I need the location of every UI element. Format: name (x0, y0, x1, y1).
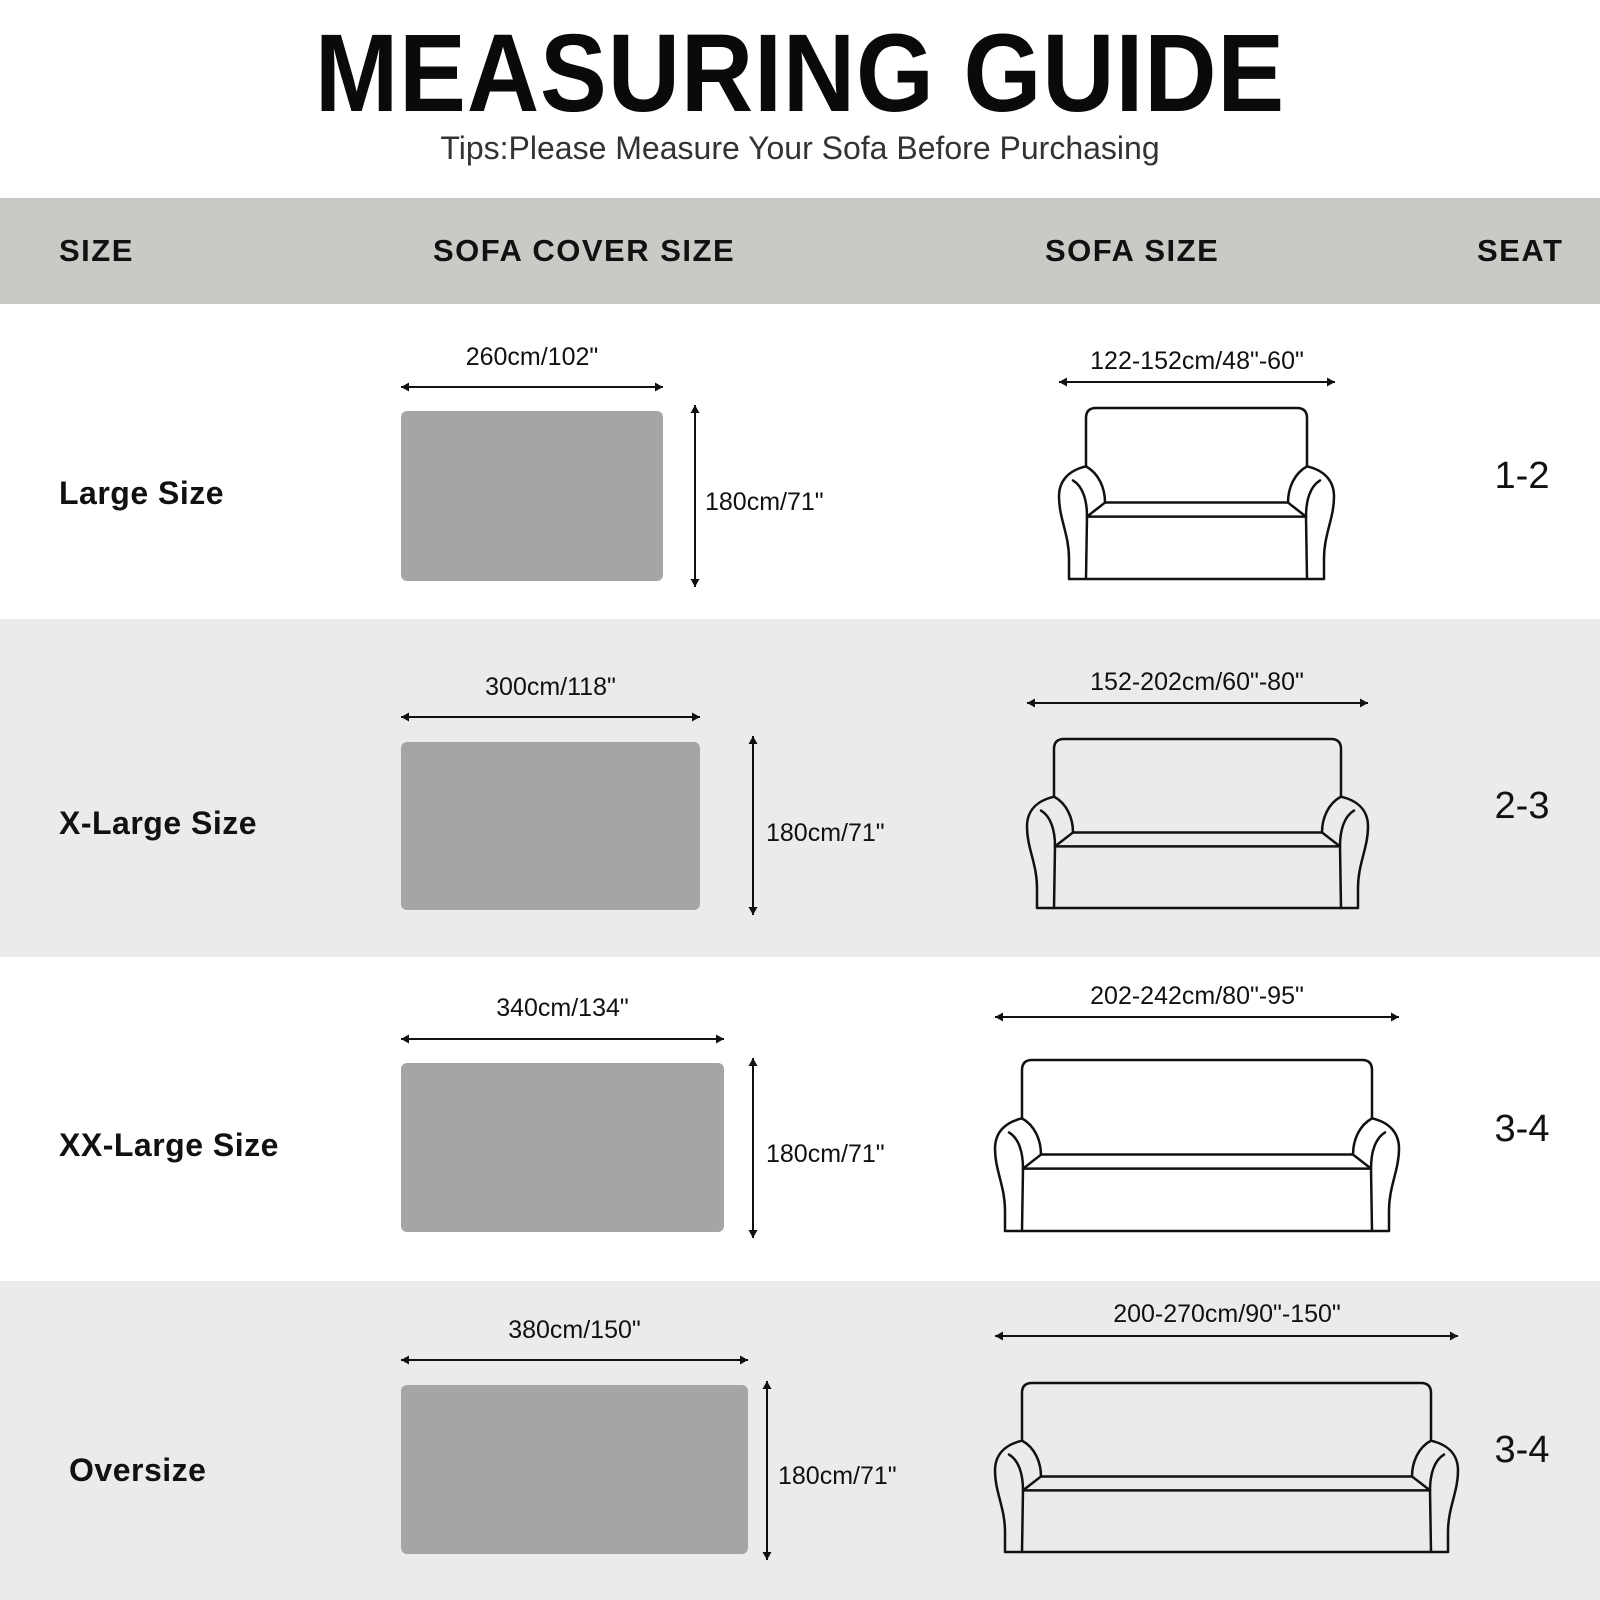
header-sofa-size: SOFA SIZE (1045, 233, 1220, 268)
seat-count: 3-4 (1494, 1108, 1550, 1150)
cover-height-arrow (749, 736, 758, 915)
cover-height-arrow (749, 1058, 758, 1238)
cover-height-label: 180cm/71" (705, 488, 824, 516)
sofa-width-arrow (1027, 699, 1368, 708)
cover-width-label: 260cm/102" (465, 343, 599, 371)
cover-height-label: 180cm/71" (766, 1140, 885, 1168)
sofa-outline-icon (1027, 739, 1368, 908)
size-label: Large Size (59, 475, 225, 511)
cover-height-arrow (763, 1381, 772, 1560)
sofa-size-label: 202-242cm/80"-95" (1090, 982, 1304, 1010)
sofa-width-arrow (1059, 378, 1335, 387)
cover-width-arrow (401, 1356, 748, 1365)
sofa-size-label: 122-152cm/48"-60" (1090, 347, 1304, 375)
cover-width-label: 380cm/150" (508, 1316, 641, 1344)
size-label: Oversize (69, 1452, 207, 1488)
sofa-outline-icon (995, 1383, 1458, 1552)
seat-count: 3-4 (1494, 1429, 1550, 1471)
cover-height-arrow (691, 405, 700, 587)
tips-subtitle: Tips:Please Measure Your Sofa Before Purchasing (440, 130, 1160, 166)
cover-width-label: 340cm/134" (496, 994, 629, 1022)
cover-width-label: 300cm/118" (485, 673, 616, 701)
sofa-width-arrow (995, 1013, 1399, 1022)
seat-count: 1-2 (1494, 455, 1550, 497)
size-label: X-Large Size (59, 805, 258, 841)
header-sofa-cover-size: SOFA COVER SIZE (433, 233, 736, 268)
sofa-width-arrow (995, 1332, 1458, 1341)
cover-width-arrow (401, 1035, 724, 1044)
sofa-outline-icon (995, 1060, 1399, 1231)
cover-width-arrow (401, 713, 700, 722)
sofa-size-label: 200-270cm/90"-150" (1113, 1300, 1341, 1328)
header-seat: SEAT (1477, 233, 1564, 268)
cover-height-label: 180cm/71" (778, 1462, 897, 1490)
sofa-size-label: 152-202cm/60"-80" (1090, 668, 1304, 696)
sofa-outline-icon (1059, 408, 1334, 579)
size-label: XX-Large Size (59, 1127, 279, 1163)
cover-width-arrow (401, 383, 663, 392)
header-size: SIZE (59, 233, 134, 268)
seat-count: 2-3 (1494, 785, 1550, 827)
cover-height-label: 180cm/71" (766, 819, 885, 847)
page-title: MEASURING GUIDE (314, 12, 1286, 135)
